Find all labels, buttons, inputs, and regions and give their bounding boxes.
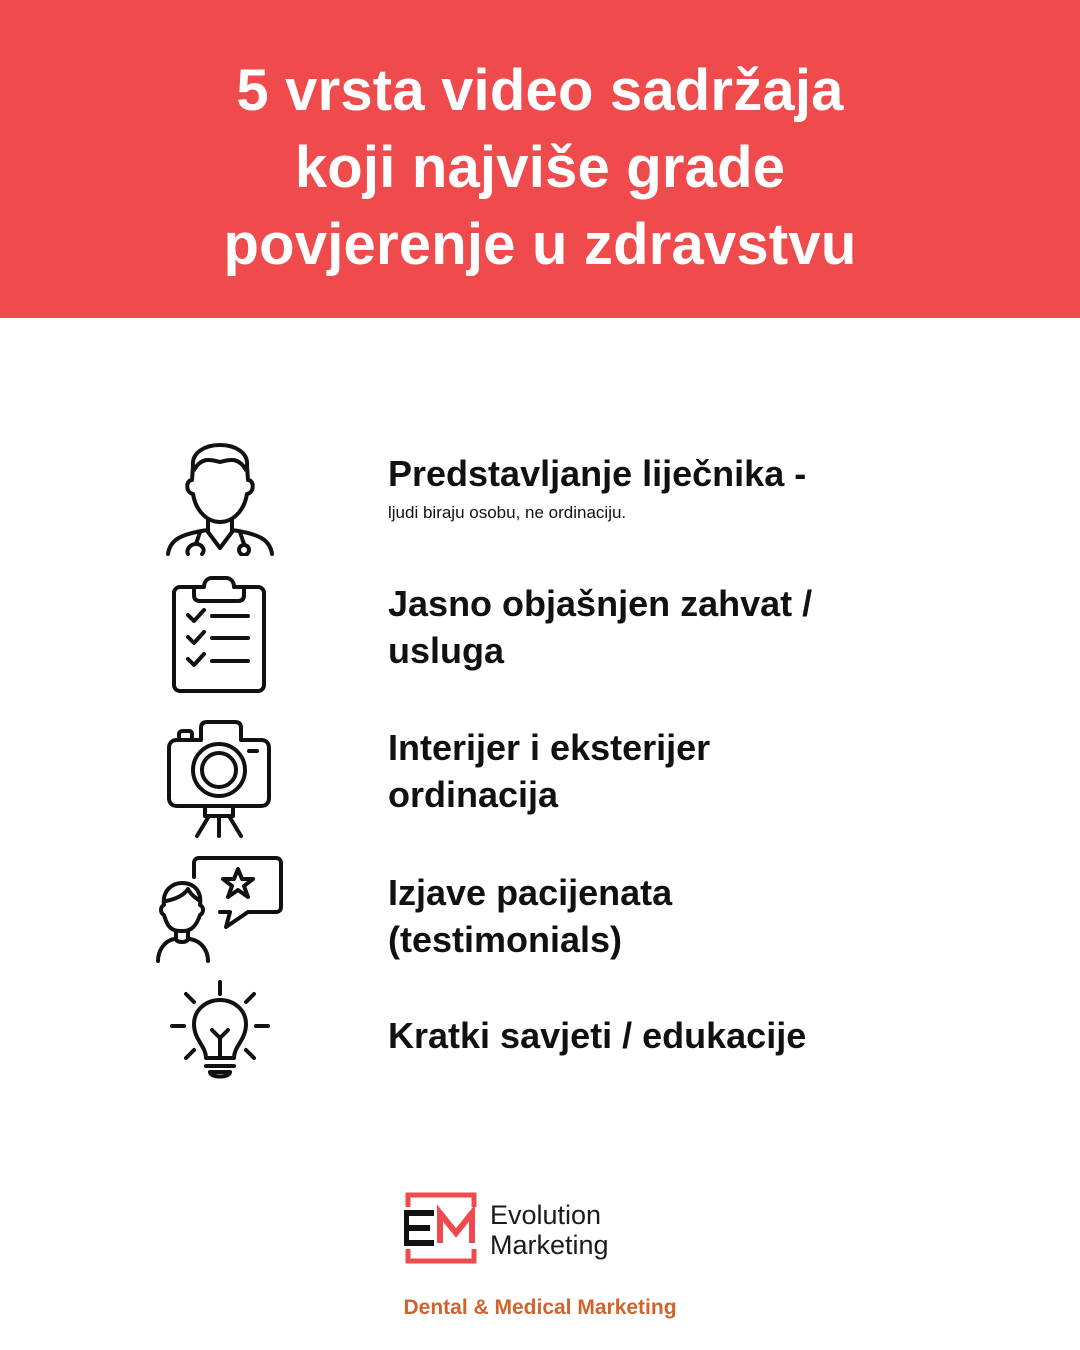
clipboard-checklist-icon: [170, 575, 268, 695]
item-text: [388, 1012, 806, 1059]
item-title-line-2: (testimonials): [388, 919, 623, 960]
brand-line-1: Evolution: [490, 1200, 602, 1230]
header-banner: [0, 0, 1080, 318]
item-title-line-1: Izjave pacijenata: [388, 872, 673, 913]
item-title-line-1: Interijer i eksterijer: [388, 727, 711, 768]
lightbulb-icon: [170, 980, 270, 1082]
item-title-line-2: usluga: [388, 630, 505, 671]
doctor-icon: [160, 428, 280, 556]
tagline: Dental & Medical Marketing: [403, 1296, 677, 1319]
brand-line-2: Marketing: [490, 1230, 609, 1260]
item-text: [388, 450, 806, 525]
brand-logo: [404, 1191, 478, 1270]
item-text: [388, 724, 710, 818]
title-line-2: koji najviše grade: [294, 135, 786, 200]
camera-tripod-icon: [165, 718, 273, 840]
item-title: Kratki savjeti / edukacije: [388, 1015, 807, 1056]
item-title-line-2: ordinacija: [388, 774, 559, 815]
item-title-line-1: Jasno objašnjen zahvat /: [388, 583, 813, 624]
testimonial-icon: [156, 855, 284, 965]
title-line-3: povjerenje u zdravstvu: [223, 212, 857, 277]
item-text: [388, 869, 672, 963]
item-title: Predstavljanje liječnika -: [388, 453, 807, 494]
item-subtitle: ljudi biraju osobu, ne ordinaciju.: [388, 503, 627, 522]
page-title: [0, 52, 1080, 283]
brand-name: [490, 1200, 609, 1260]
item-text: [388, 580, 812, 674]
title-line-1: 5 vrsta video sadržaja: [236, 58, 844, 123]
